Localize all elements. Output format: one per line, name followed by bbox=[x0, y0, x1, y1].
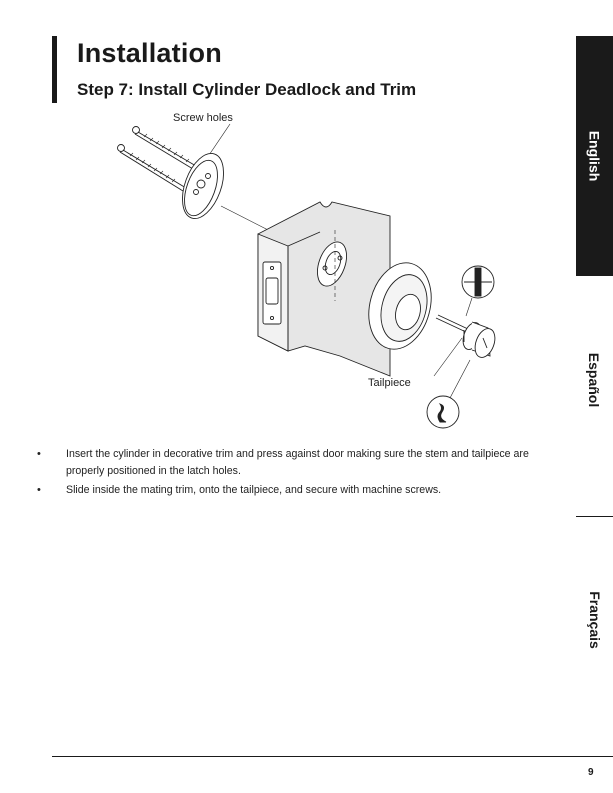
instruction-list bbox=[36, 446, 566, 501]
list-item bbox=[36, 482, 566, 499]
tailpiece-callout: Tailpiece bbox=[368, 377, 411, 389]
tab-francais[interactable] bbox=[576, 540, 613, 700]
tab-english-label: English bbox=[586, 130, 603, 182]
step-title: Step 7: Install Cylinder Deadlock and Trim bbox=[77, 80, 417, 99]
tab-espanol-label: Español bbox=[586, 352, 603, 408]
tab-francais-label: Français bbox=[586, 591, 603, 649]
screw-holes-callout: Screw holes bbox=[173, 112, 233, 124]
page-title: Installation bbox=[77, 38, 222, 68]
cylinder-with-tailpiece bbox=[436, 315, 499, 360]
bullet-icon: • bbox=[37, 448, 41, 460]
tab-espanol[interactable] bbox=[576, 300, 613, 460]
page-number: 9 bbox=[588, 767, 594, 778]
machine-screw-lower bbox=[118, 145, 187, 192]
bullet-icon: • bbox=[37, 484, 41, 496]
instruction-text: Insert the cylinder in decorative trim and press against door making sure the stem and tailpiece are properly positioned in the latch holes. bbox=[66, 448, 529, 477]
title-accent-bar bbox=[52, 36, 57, 103]
tab-divider bbox=[576, 516, 613, 517]
door-panel bbox=[258, 202, 390, 376]
list-item bbox=[36, 446, 566, 480]
instruction-text: Slide inside the mating trim, onto the tailpiece, and secure with machine screws. bbox=[66, 484, 442, 496]
tab-english[interactable] bbox=[576, 36, 613, 276]
keyway-detail bbox=[427, 360, 470, 428]
footer-rule bbox=[52, 756, 613, 757]
tailpiece-cross-section-detail bbox=[462, 266, 494, 316]
deadbolt-installation-illustration bbox=[100, 106, 520, 436]
